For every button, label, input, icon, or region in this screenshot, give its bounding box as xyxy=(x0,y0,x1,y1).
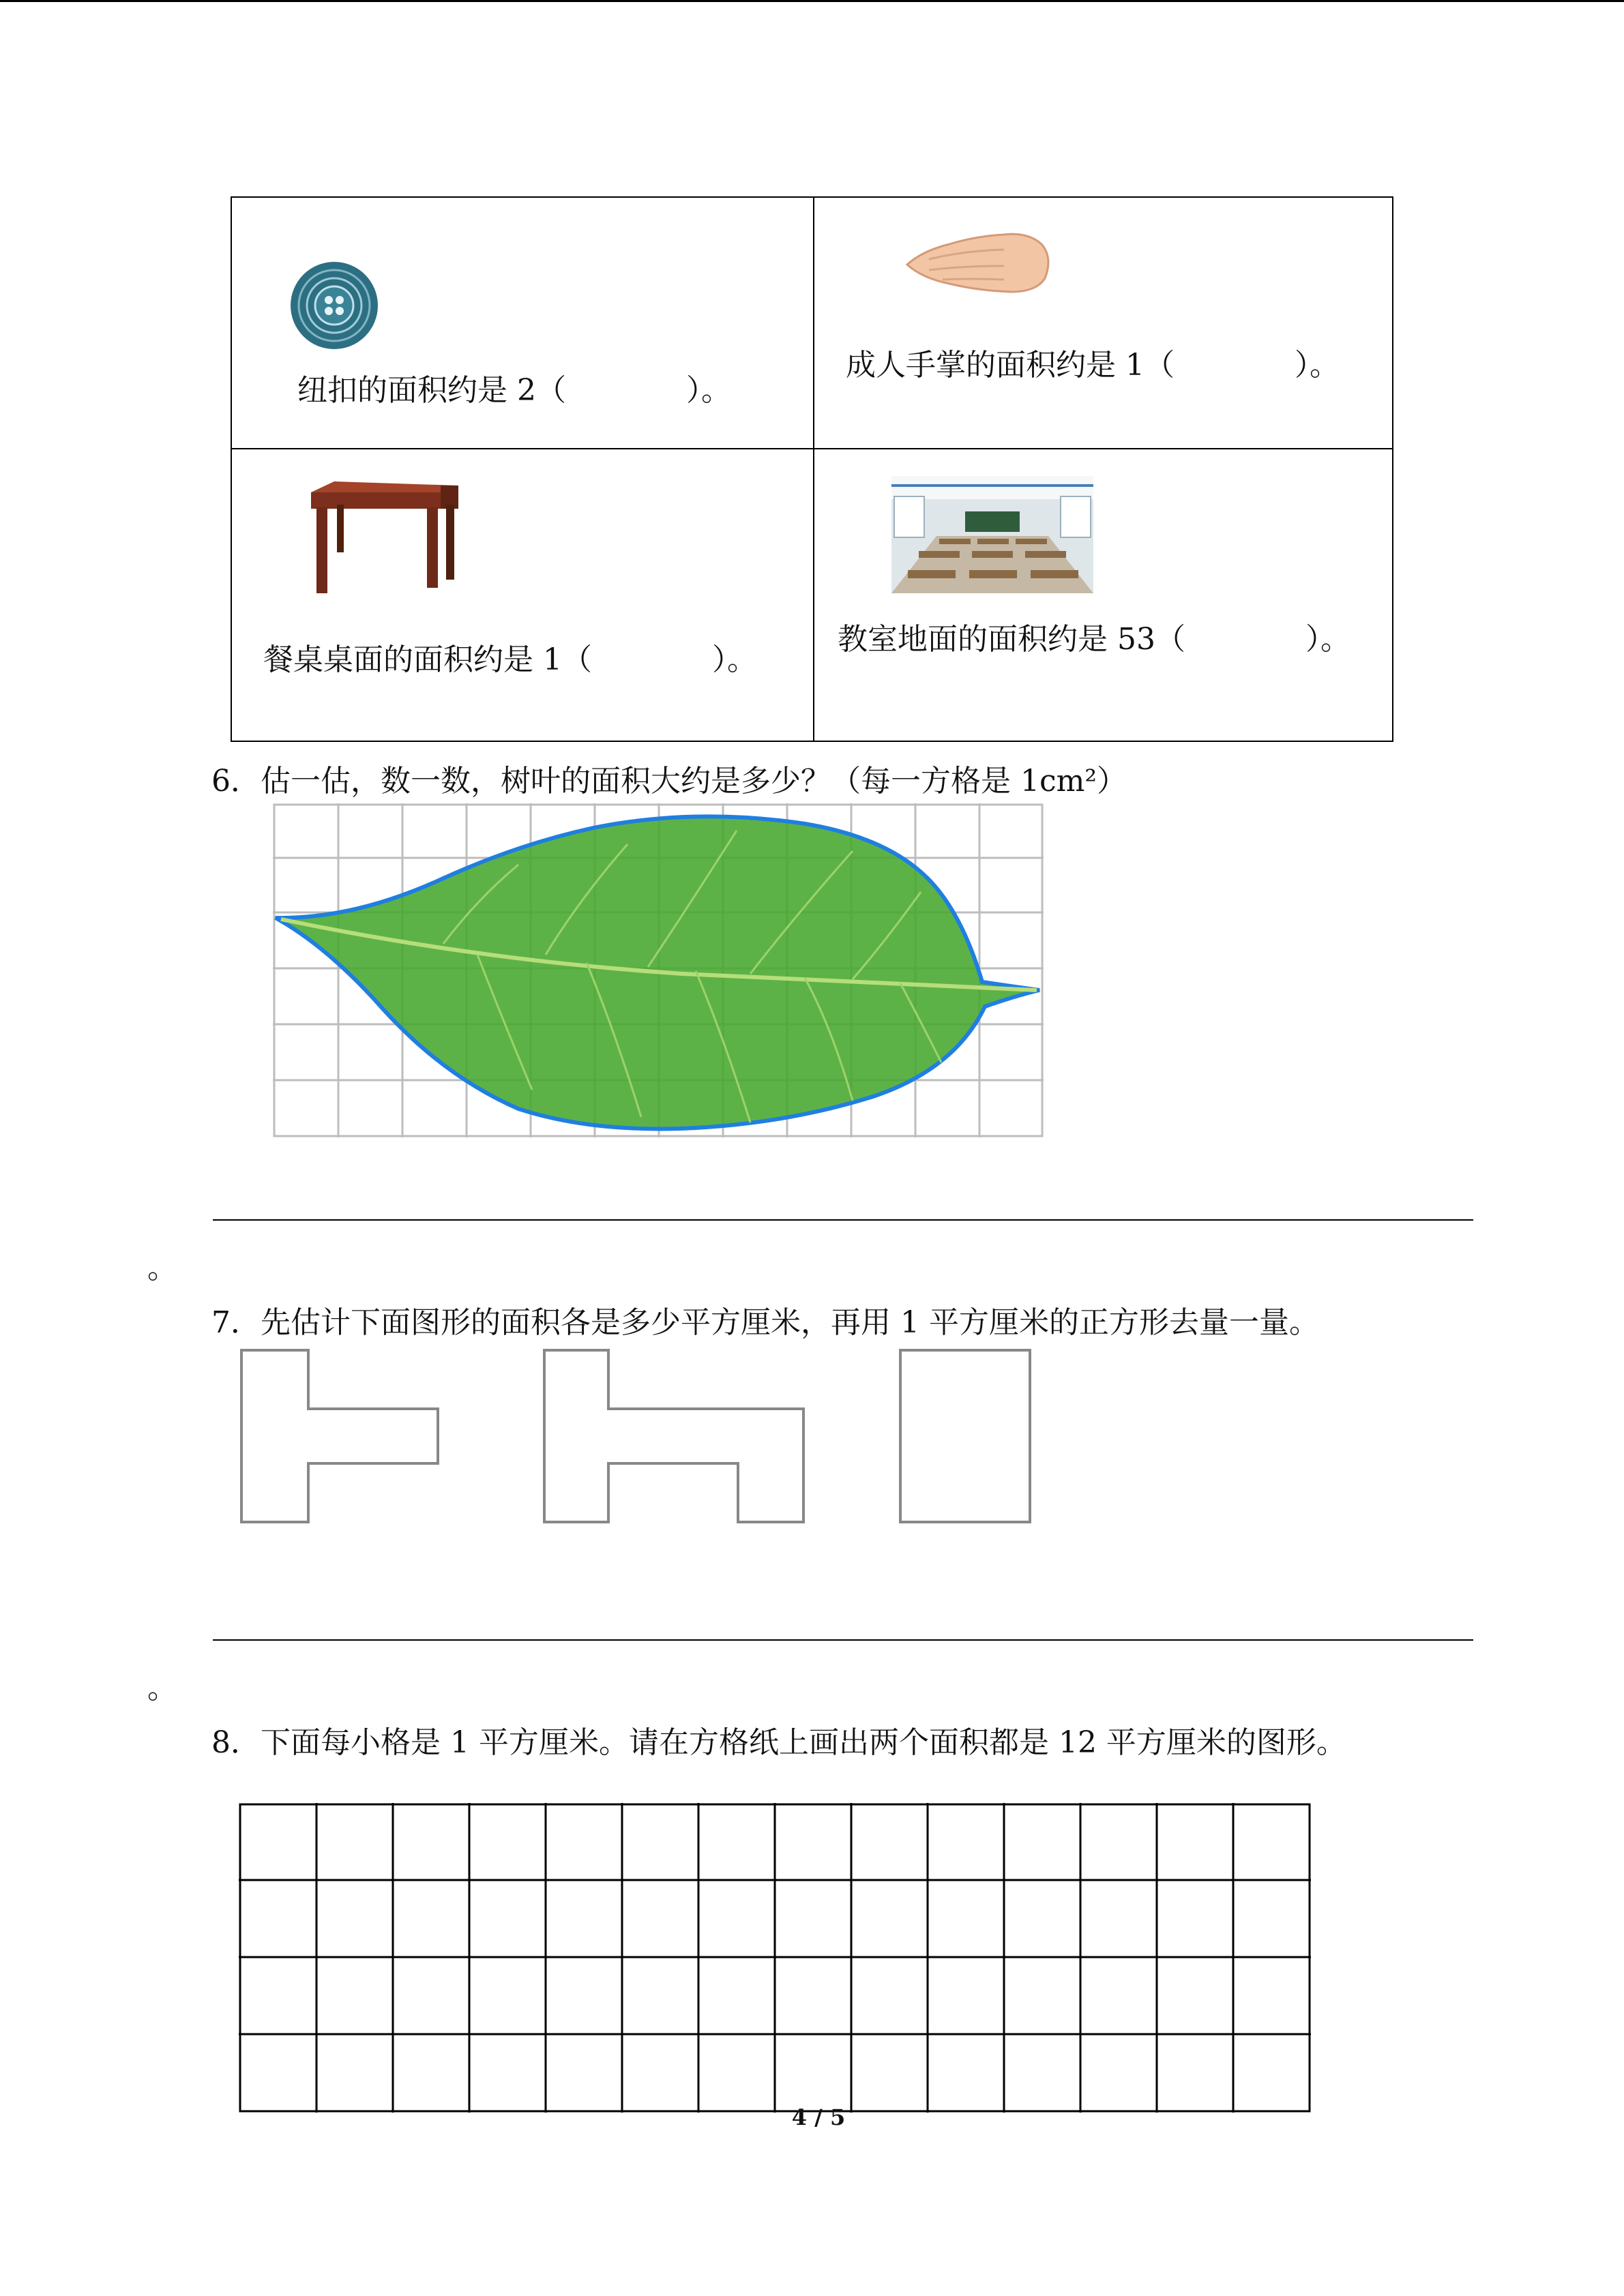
button-image xyxy=(288,259,381,352)
table-image xyxy=(307,477,461,595)
rectangle-shape xyxy=(900,1350,1030,1522)
question-6: 6．估一估，数一数，树叶的面积大约是多少？（每一方格是 1cm²） xyxy=(211,764,1127,799)
answer-line-q6 xyxy=(213,1219,1473,1221)
question-8: 8．下面每小格是 1 平方厘米。请在方格纸上画出两个面积都是 12 平方厘米的图形。 xyxy=(211,1725,1346,1760)
palm-image xyxy=(902,217,1056,299)
classroom-image xyxy=(891,476,1093,593)
classroom-area-text: 教室地面的面积约是 53（ ）。 xyxy=(838,622,1350,657)
t-shape-1 xyxy=(241,1350,438,1522)
leaf-grid-figure xyxy=(273,803,1044,1137)
drawing-grid[interactable] xyxy=(239,1803,1311,2113)
button-area-text: 纽扣的面积约是 2（ ）。 xyxy=(297,373,731,408)
answer-line-q7 xyxy=(213,1639,1473,1641)
table-divider-vertical xyxy=(813,198,814,741)
shapes-figure xyxy=(239,1347,1037,1525)
answer-end-q7: 。 xyxy=(147,1671,177,1705)
page-number: 4 / 5 xyxy=(791,2104,846,2130)
question-7: 7．先估计下面图形的面积各是多少平方厘米，再用 1 平方厘米的正方形去量一量。 xyxy=(211,1305,1319,1340)
top-border xyxy=(0,0,1624,2)
dining-table-area-text: 餐桌桌面的面积约是 1（ ）。 xyxy=(263,642,757,677)
table-divider-horizontal xyxy=(232,448,1392,449)
t-shape-2 xyxy=(544,1350,803,1522)
answer-end-q6: 。 xyxy=(147,1251,177,1285)
palm-area-text: 成人手掌的面积约是 1（ ）。 xyxy=(846,348,1340,383)
